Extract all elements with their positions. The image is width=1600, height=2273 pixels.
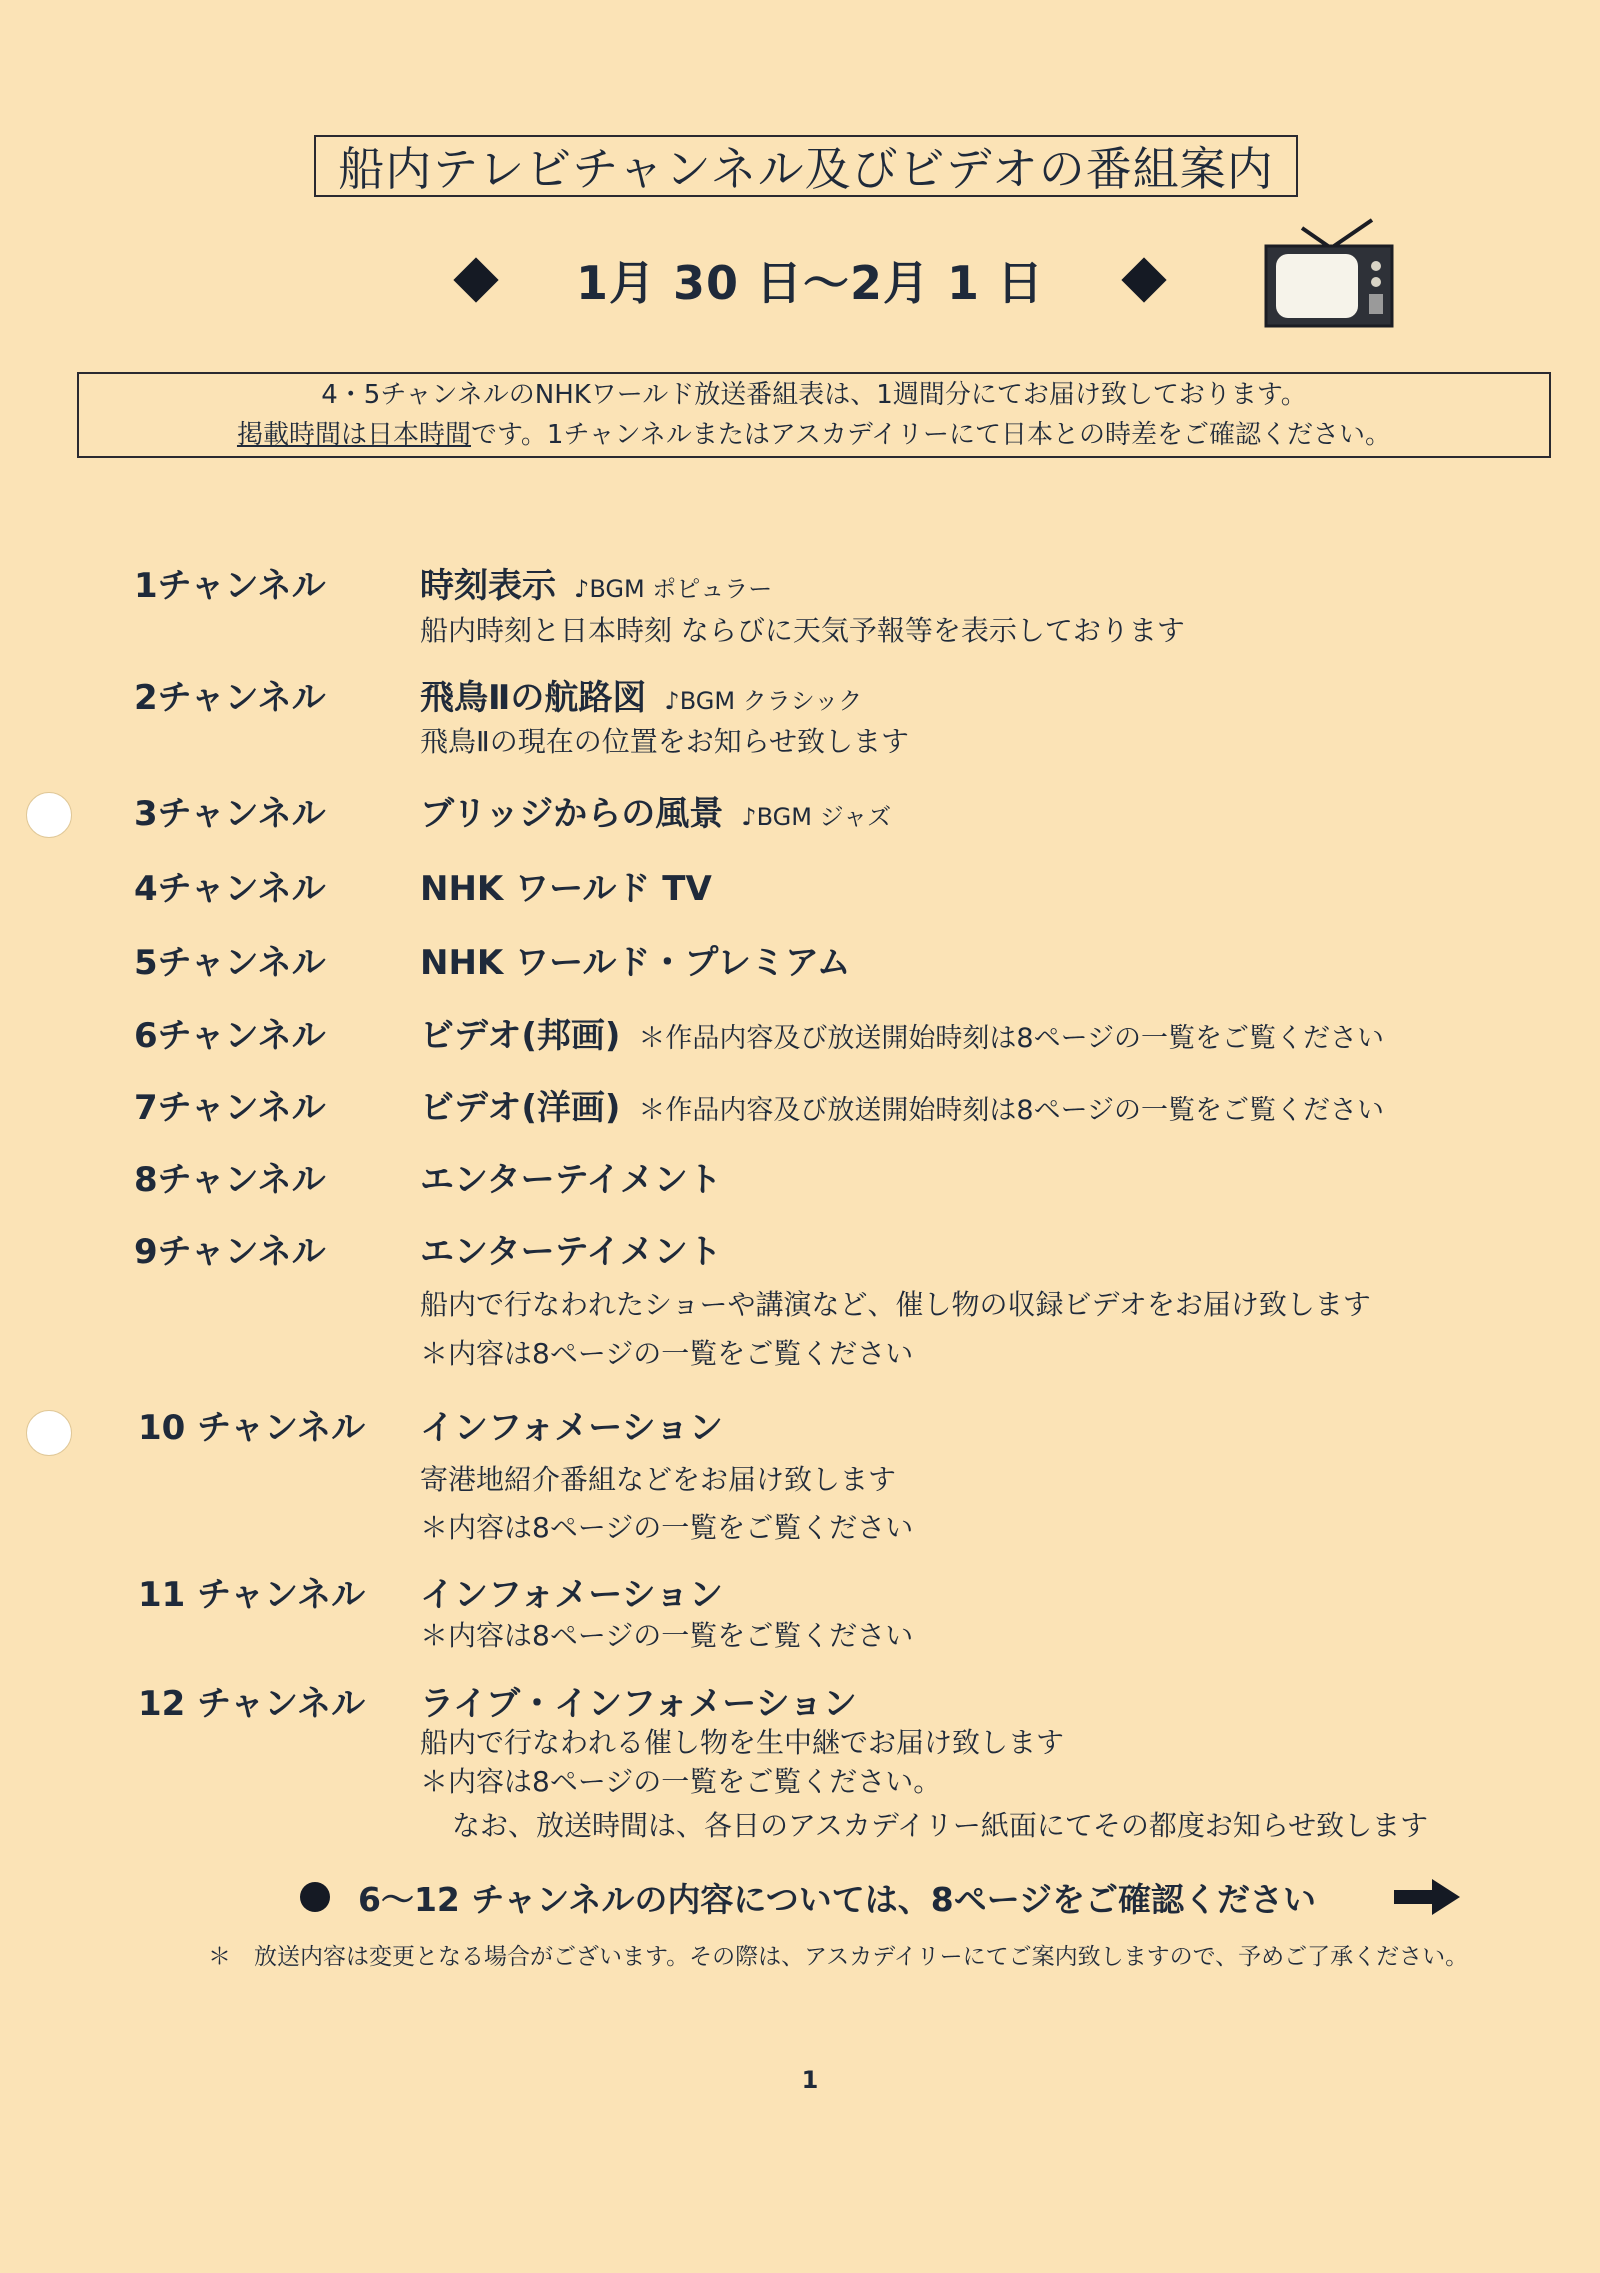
channel-subtitle: ♪BGM クラシック [664,687,863,715]
channel-title: NHK ワールド TV [420,869,712,909]
channel-label: 9チャンネル [134,1232,326,1272]
page-title: 船内テレビチャンネル及びビデオの番組案内 [314,135,1298,197]
notice-underlined: 掲載時間は日本時間 [236,420,471,450]
channel-subtitle: ♪BGM ジャズ [741,803,892,831]
notice-line-2 [237,415,1391,455]
channel-label: 8チャンネル [134,1160,326,1200]
channel-title: ライブ・インフォメーション [420,1684,857,1724]
channel-desc: ＊内容は8ページの一覧をご覧ください [420,1619,914,1652]
channel-label: 4チャンネル [134,869,326,909]
channel-desc: ＊内容は8ページの一覧をご覧ください。 [420,1765,942,1798]
channel-label: 10 チャンネル [138,1408,366,1448]
bullet-icon [300,1882,330,1912]
channel-label: 11 チャンネル [138,1575,366,1615]
channel-title: インフォメーション [420,1408,723,1448]
notice-rest: です。1チャンネルまたはアスカデイリーにて日本との時差をご確認ください。 [470,420,1392,450]
channel-desc: 寄港地紹介番組などをお届け致します [420,1463,897,1496]
channel-desc: なお、放送時間は、各日のアスカデイリー紙面にてその都度お知らせ致します [452,1809,1429,1842]
channel-label: 12 チャンネル [138,1684,366,1724]
channel-title: 飛鳥Ⅱの航路図 ♪BGM クラシック [420,678,863,718]
channel-subtitle: ♪BGM ポピュラー [574,575,773,603]
channel-desc: 船内時刻と日本時刻 ならびに天気予報等を表示しております [420,614,1185,647]
date-range-row [460,245,1160,315]
footer-callout [300,1872,1460,1922]
channel-desc: 船内で行なわれる催し物を生中継でお届け致します [420,1726,1065,1759]
notice-box [77,372,1551,458]
channel-label: 2チャンネル [134,678,326,718]
channel-label: 5チャンネル [134,943,326,983]
footer-main: 6～12 チャンネルの内容については、8ページをご確認ください [358,1879,1317,1919]
page-number: 1 [801,2066,819,2094]
channel-title: インフォメーション [420,1575,723,1615]
channel-desc: 飛鳥Ⅱの現在の位置をお知らせ致します [420,725,909,758]
channel-title: ビデオ(邦画) ＊作品内容及び放送開始時刻は8ページの一覧をご覧ください [420,1016,1385,1056]
channel-label: 7チャンネル [134,1088,326,1128]
notice-line-1: 4・5チャンネルのNHKワールド放送番組表は、1週間分にてお届け致しております。 [321,380,1307,410]
channel-subtitle: ＊作品内容及び放送開始時刻は8ページの一覧をご覧ください [638,1023,1385,1054]
channel-desc: 船内で行なわれたショーや講演など、催し物の収録ビデオをお届け致します [420,1288,1371,1321]
diamond-icon [1121,257,1166,302]
channel-title: ビデオ(洋画) ＊作品内容及び放送開始時刻は8ページの一覧をご覧ください [420,1088,1385,1128]
channel-desc: ＊内容は8ページの一覧をご覧ください [420,1337,914,1370]
diamond-icon [453,257,498,302]
punch-hole [26,1410,72,1456]
channel-title: エンターテイメント [420,1160,722,1200]
channel-title: ブリッジからの風景 ♪BGM ジャズ [420,794,892,834]
channel-title: エンターテイメント [420,1232,722,1272]
footer-note: ＊ 放送内容は変更となる場合がございます。その際は、アスカデイリーにてご案内致しますので、予めご了承ください。 [208,1944,1469,1970]
date-range: 1月 30 日～2月 1 日 [575,256,1045,310]
channel-label: 6チャンネル [134,1016,326,1056]
channel-subtitle: ＊作品内容及び放送開始時刻は8ページの一覧をご覧ください [638,1095,1385,1126]
punch-hole [26,792,72,838]
channel-label: 3チャンネル [134,794,326,834]
arrow-right-icon [1394,1877,1460,1917]
channel-title: NHK ワールド・プレミアム [420,943,851,983]
channel-title: 時刻表示 ♪BGM ポピュラー [420,566,773,606]
channel-label: 1チャンネル [134,566,326,606]
channel-desc: ＊内容は8ページの一覧をご覧ください [420,1511,914,1544]
tv-icon [1262,216,1396,330]
